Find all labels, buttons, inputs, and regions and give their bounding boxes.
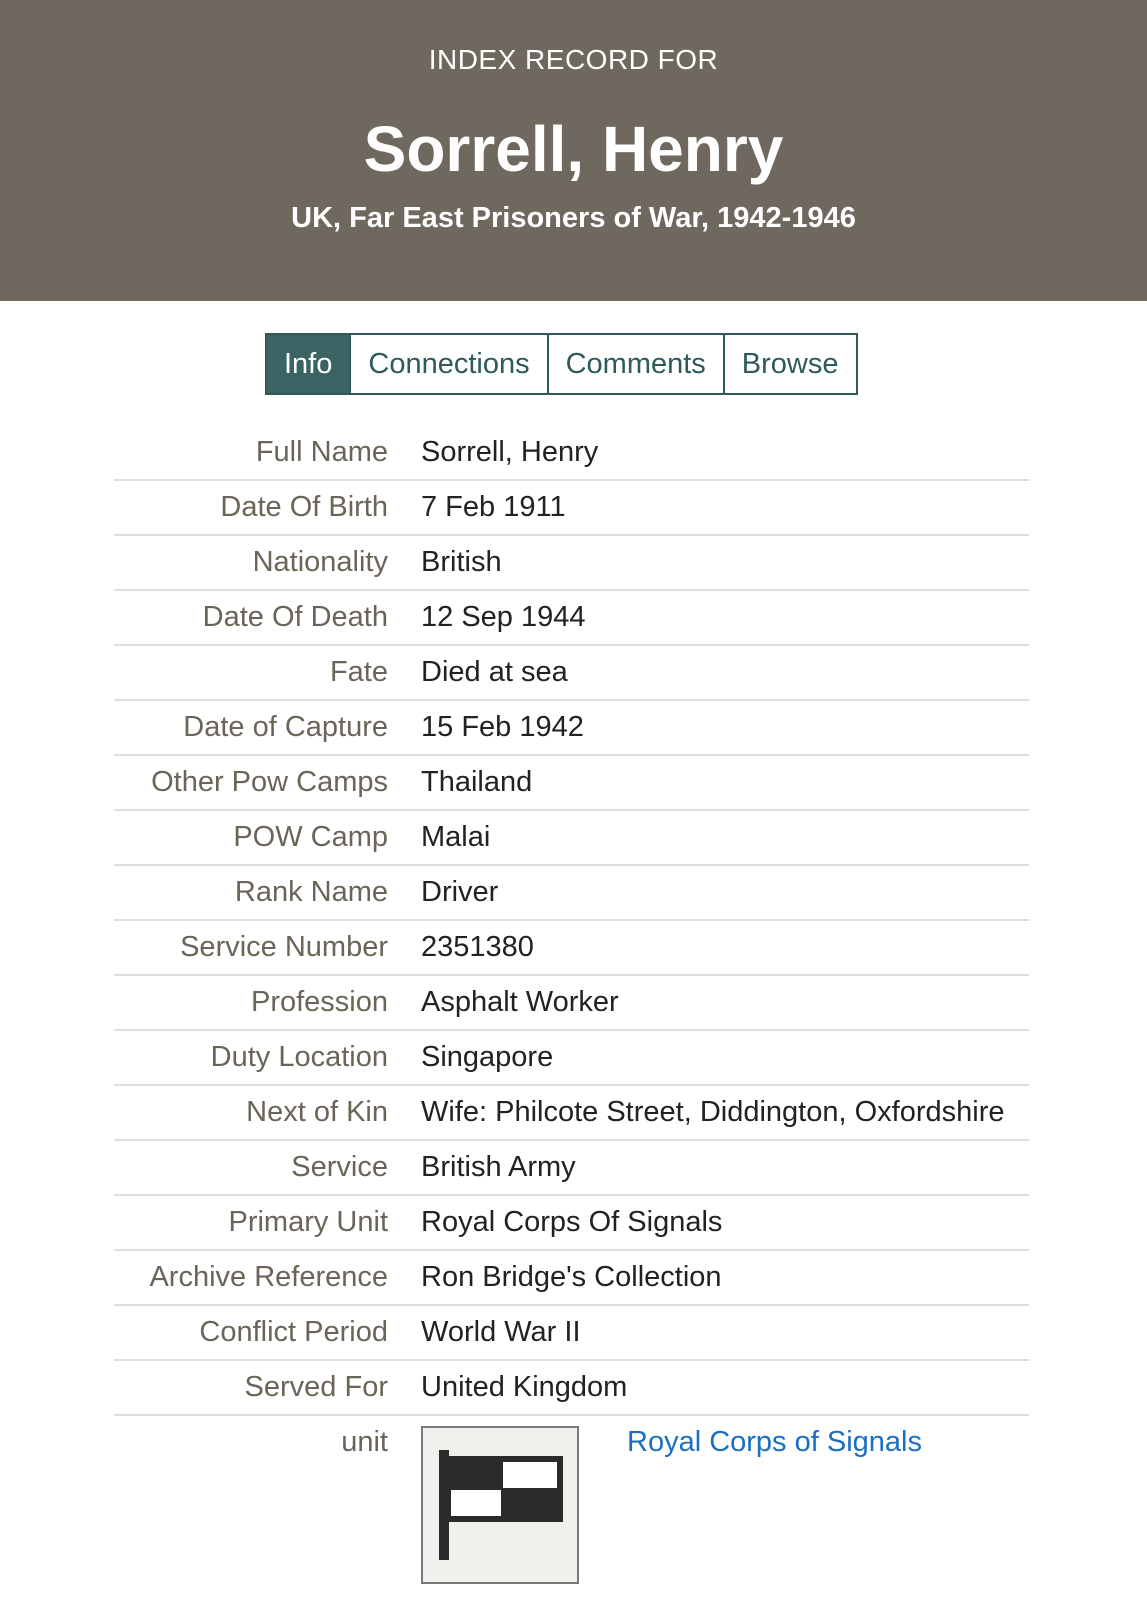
field-label: Date Of Death [202, 601, 388, 633]
tab-info[interactable]: Info [265, 333, 351, 395]
record-row [114, 811, 1029, 866]
field-value: Royal Corps Of Signals [421, 1206, 723, 1238]
tab-browse[interactable]: Browse [723, 333, 858, 395]
field-value: 12 Sep 1944 [421, 601, 586, 633]
field-label: Date Of Birth [220, 491, 388, 523]
field-label: Profession [250, 986, 388, 1018]
record-row [114, 1306, 1029, 1361]
field-value: United Kingdom [421, 1371, 628, 1403]
record-row [114, 866, 1029, 921]
record-row [114, 756, 1029, 811]
field-value: Driver [421, 876, 499, 908]
record-row [114, 1086, 1029, 1141]
record-row [114, 1251, 1029, 1306]
field-value: Singapore [421, 1041, 554, 1073]
field-label: Fate [329, 656, 388, 688]
field-label: POW Camp [233, 821, 388, 853]
record-row [114, 426, 1029, 481]
field-value: Asphalt Worker [421, 986, 619, 1018]
unit-link[interactable]: Royal Corps of Signals [627, 1426, 922, 1458]
record-row [114, 591, 1029, 646]
record-row [114, 1361, 1029, 1416]
record-row [114, 921, 1029, 976]
record-row [114, 646, 1029, 701]
field-label: Full Name [255, 436, 388, 468]
record-details [114, 426, 1029, 1591]
tab-bar [265, 333, 858, 395]
page-header [0, 0, 1147, 301]
field-value: 7 Feb 1911 [421, 491, 566, 523]
record-eyebrow: INDEX RECORD FOR [428, 44, 719, 75]
field-label: Date of Capture [183, 711, 388, 743]
field-label: Service [291, 1151, 388, 1183]
record-row [114, 1196, 1029, 1251]
unit-image[interactable] [421, 1426, 579, 1584]
field-label: Conflict Period [199, 1316, 388, 1348]
field-value: Malai [421, 821, 491, 853]
record-row [114, 701, 1029, 756]
field-label: Nationality [252, 546, 388, 578]
field-label: Primary Unit [228, 1206, 388, 1238]
field-value: Ron Bridge's Collection [421, 1261, 722, 1293]
field-label: Next of Kin [246, 1096, 388, 1128]
field-label: Served For [244, 1371, 388, 1403]
tab-connections[interactable]: Connections [349, 333, 548, 395]
field-label: Other Pow Camps [151, 766, 388, 798]
record-row [114, 1141, 1029, 1196]
field-value: 2351380 [421, 931, 534, 963]
signal-flag-icon [423, 1428, 577, 1582]
collection-title: UK, Far East Prisoners of War, 1942-1946 [291, 202, 856, 234]
field-value: British Army [421, 1151, 576, 1183]
unit-row [114, 1416, 1029, 1591]
field-value: Thailand [421, 766, 533, 798]
field-label: Rank Name [234, 876, 388, 908]
field-value: Sorrell, Henry [421, 436, 599, 468]
field-label: Duty Location [210, 1041, 388, 1073]
page-title: Sorrell, Henry [363, 113, 784, 185]
record-row [114, 481, 1029, 536]
field-value: Died at sea [421, 656, 568, 688]
field-label: Archive Reference [149, 1261, 388, 1293]
tab-comments[interactable]: Comments [547, 333, 725, 395]
record-row [114, 1031, 1029, 1086]
record-row [114, 976, 1029, 1031]
field-label: unit [341, 1426, 388, 1458]
field-label: Service Number [180, 931, 388, 963]
field-value: Wife: Philcote Street, Diddington, Oxfordshire [421, 1096, 1005, 1128]
field-value: 15 Feb 1942 [421, 711, 584, 743]
record-row [114, 536, 1029, 591]
field-value: World War II [421, 1316, 581, 1348]
field-value: British [421, 546, 502, 578]
